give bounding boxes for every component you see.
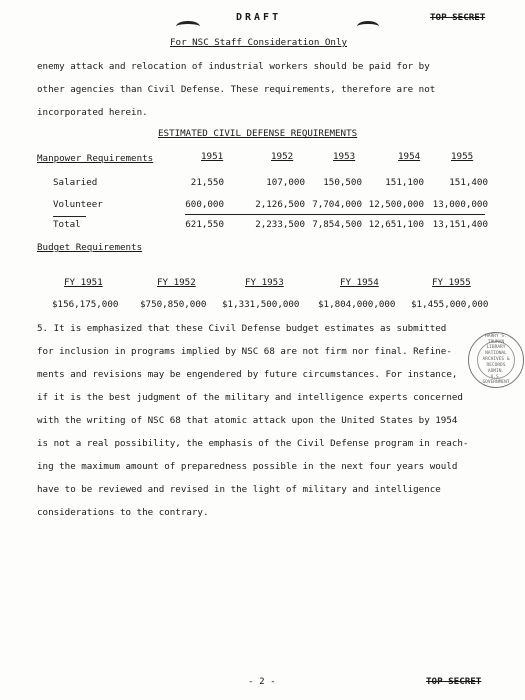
paragraph-line: is not a real possibility, the emphasis of the Civil Defense program in reach- — [37, 438, 469, 449]
budget-year: FY 1955 — [432, 277, 471, 288]
budget-year: FY 1951 — [64, 277, 103, 288]
table-cell: 150,500 — [323, 177, 362, 188]
budget-value: $156,175,000 — [52, 299, 119, 310]
budget-value: $1,455,000,000 — [411, 299, 489, 310]
seal-inner-ring — [477, 333, 515, 386]
year-header: 1952 — [271, 151, 294, 162]
year-header: 1955 — [451, 151, 474, 162]
budget-heading: Budget Requirements — [37, 242, 143, 253]
table-cell: 2,233,500 — [255, 219, 305, 230]
table-cell: 151,100 — [385, 177, 424, 188]
paragraph-line: for inclusion in programs implied by NSC 68 are not firm nor final. Refine- — [37, 346, 452, 357]
paragraph-line: ments and revisions may be engendered by future circumstances. For instance, — [37, 369, 458, 380]
total-rule — [185, 214, 485, 215]
table-title: ESTIMATED CIVIL DEFENSE REQUIREMENTS — [158, 128, 358, 139]
intro-line: enemy attack and relocation of industrial workers should be paid for by — [37, 61, 430, 72]
paragraph-line: have to be reviewed and revised in the light of military and intelligence — [37, 484, 441, 495]
paragraph-line: ing the maximum amount of preparedness possible in the next four years would — [37, 461, 458, 472]
table-cell: 12,500,000 — [368, 199, 424, 210]
header-arc-left — [176, 21, 200, 32]
budget-year: FY 1952 — [157, 277, 196, 288]
draft-label: DRAFT — [236, 12, 282, 23]
intro-line: other agencies than Civil Defense. These requirements, therefore are not — [37, 84, 436, 95]
year-header: 1953 — [333, 151, 356, 162]
document-subtitle: For NSC Staff Consideration Only — [170, 37, 348, 48]
intro-line: incorporated herein. — [37, 107, 148, 118]
manpower-heading: Manpower Requirements — [37, 153, 154, 164]
table-cell: 12,651,100 — [368, 219, 424, 230]
classification-bottom: TOP SECRET — [426, 676, 482, 687]
header-arc-right — [357, 21, 379, 32]
table-cell: 600,000 — [185, 199, 224, 210]
budget-value: $750,850,000 — [140, 299, 207, 310]
table-cell: 621,550 — [185, 219, 224, 230]
paragraph-line: with the writing of NSC 68 that atomic attack upon the United States by 1954 — [37, 415, 458, 426]
budget-year: FY 1954 — [340, 277, 379, 288]
table-cell: 151,400 — [449, 177, 488, 188]
table-cell: 2,126,500 — [255, 199, 305, 210]
paragraph-line: considerations to the contrary. — [37, 507, 209, 518]
table-cell: 7,704,000 — [312, 199, 362, 210]
page-number: - 2 - — [248, 676, 276, 687]
budget-year: FY 1953 — [245, 277, 284, 288]
row-label-total: Total — [53, 219, 81, 230]
seal-text: HARRY S. TRUMAN LIBRARY NATIONAL ARCHIVES & RECORDS ADMIN. U.S. GOVERNMENT — [482, 333, 510, 386]
row-label-volunteer: Volunteer — [53, 199, 103, 210]
paragraph-line: if it is the best judgment of the military and intelligence experts concerned — [37, 392, 463, 403]
total-rule — [53, 216, 86, 217]
row-label-salaried: Salaried — [53, 177, 98, 188]
classification-top: TOP SECRET — [430, 12, 486, 23]
budget-value: $1,804,000,000 — [318, 299, 396, 310]
table-cell: 21,550 — [190, 177, 224, 188]
table-cell: 7,854,500 — [312, 219, 362, 230]
year-header: 1951 — [201, 151, 224, 162]
paragraph-line: 5. It is emphasized that these Civil Defense budget estimates as submitted — [37, 323, 447, 334]
table-cell: 13,151,400 — [432, 219, 488, 230]
table-cell: 107,000 — [266, 177, 305, 188]
archive-seal-stamp — [468, 332, 524, 388]
table-cell: 13,000,000 — [432, 199, 488, 210]
year-header: 1954 — [398, 151, 421, 162]
budget-value: $1,331,500,000 — [222, 299, 300, 310]
